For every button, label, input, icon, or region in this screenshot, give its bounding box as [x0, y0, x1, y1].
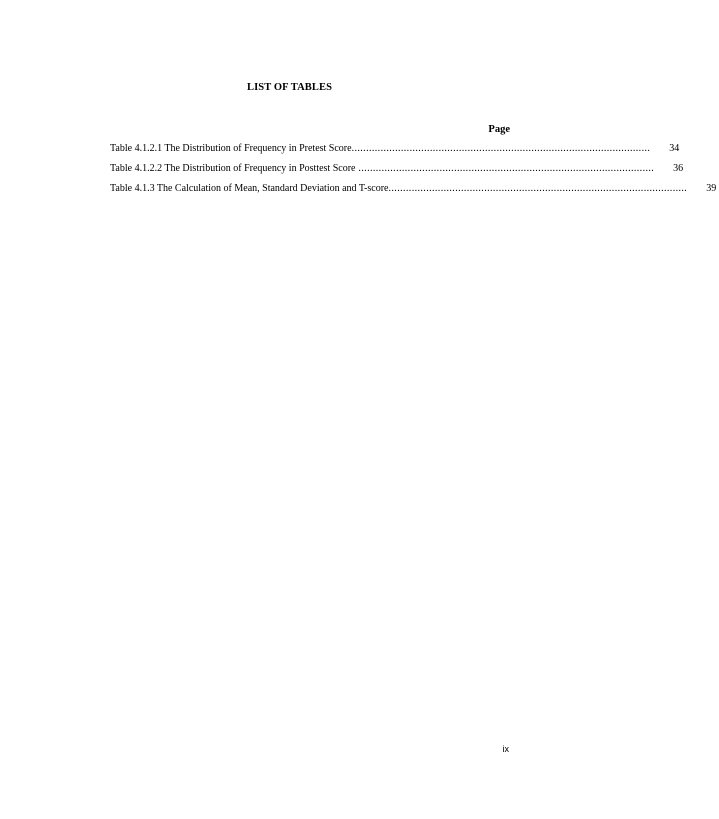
list-item-label: Table 4.1.2.1 The Distribution of Frequency in Pretest Score — [110, 143, 352, 154]
dot-leader: ...................................................................................................... — [355, 163, 655, 174]
list-item-page: 34 — [669, 143, 680, 154]
list-item — [110, 163, 684, 183]
page-column-header: Page — [488, 124, 510, 135]
list-item — [110, 183, 717, 203]
list-item — [110, 143, 680, 163]
list-item-label: Table 4.1.2.2 The Distribution of Frequency in Posttest Score — [110, 163, 356, 174]
list-item-page: 39 — [706, 183, 717, 194]
list-item-page: 36 — [673, 163, 684, 174]
page-title: LIST OF TABLES — [246, 82, 333, 93]
page-number: ix — [502, 744, 509, 754]
list-item-label: Table 4.1.3 The Calculation of Mean, Standard Deviation and T-score — [110, 183, 389, 194]
table-list — [110, 143, 717, 203]
dot-leader: ....................................................................................................... — [388, 183, 688, 194]
dot-leader: ....................................................................................................... — [351, 143, 651, 154]
